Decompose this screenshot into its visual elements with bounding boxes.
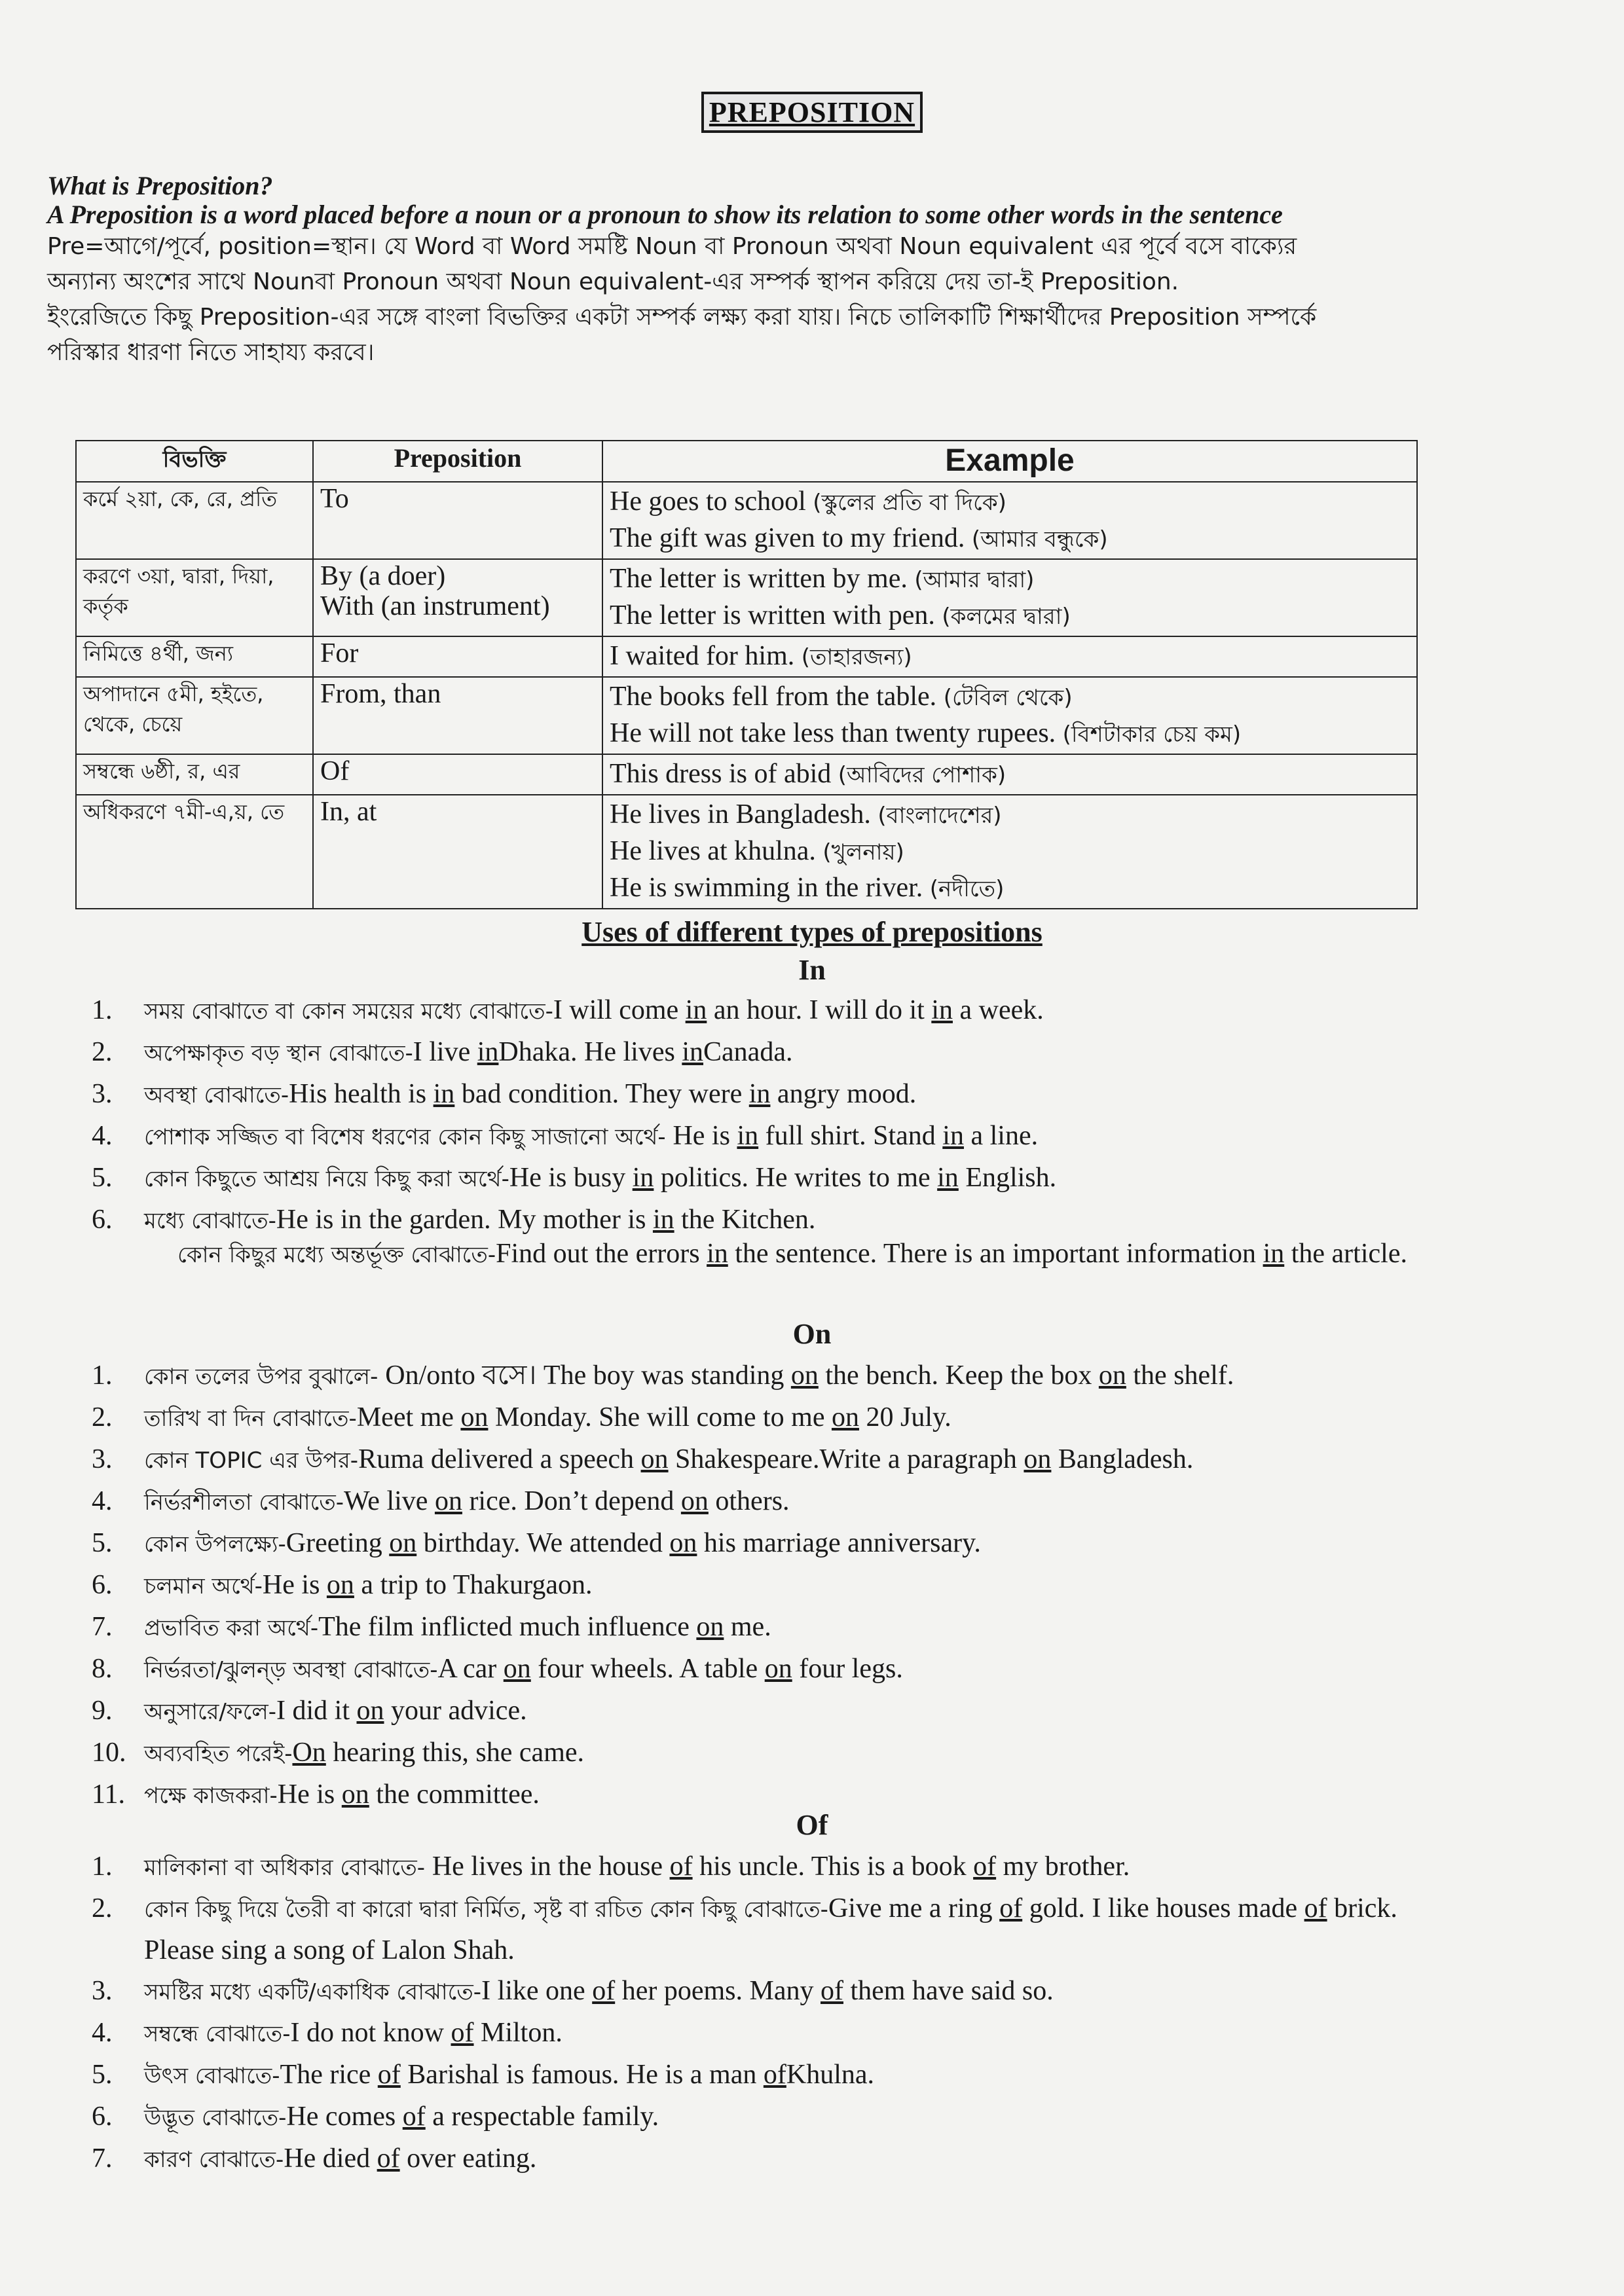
intro-definition: A Preposition is a word placed before a noun or a pronoun to show its relation to some other words in the sentence bbox=[47, 200, 1283, 229]
sentence-part: He is in the garden. My mother is bbox=[276, 1205, 653, 1235]
sentence-part: The rice bbox=[280, 2060, 378, 2090]
list-item bbox=[92, 1523, 1441, 1565]
in-extra-text bbox=[496, 1239, 1407, 1269]
underlined-preposition: in bbox=[931, 995, 953, 1025]
list-item bbox=[92, 2054, 1441, 2096]
underlined-preposition: On bbox=[292, 1738, 326, 1768]
title-wrap bbox=[0, 92, 1624, 133]
item-bn-usage: অবস্থা বোঝাতে- bbox=[144, 1082, 289, 1108]
sentence-part: my brother. bbox=[996, 1851, 1130, 1882]
sentence-part: her poems. Many bbox=[615, 1976, 821, 2006]
example-gloss: (আবিদের পোশাক) bbox=[838, 762, 1006, 788]
item-number: 1. bbox=[92, 995, 113, 1025]
sentence-part: a trip to Thakurgaon. bbox=[354, 1570, 593, 1600]
uses-heading: Uses of different types of prepositions bbox=[581, 916, 1043, 948]
in-extra-line bbox=[88, 1233, 1496, 1275]
in-list bbox=[92, 990, 1441, 1241]
item-number: 4. bbox=[92, 1121, 113, 1151]
sentence-part: He is bbox=[277, 1779, 342, 1810]
sentence-part: politics. He writes to me bbox=[654, 1163, 938, 1193]
item-bn-usage: মালিকানা বা অধিকার বোঝাতে- bbox=[144, 1855, 432, 1881]
header-bivokti: বিভক্তি bbox=[76, 441, 313, 482]
intro-block bbox=[47, 172, 1488, 371]
underlined-preposition: on bbox=[669, 1528, 697, 1558]
example-gloss: (বাংলাদেশের) bbox=[877, 803, 1002, 829]
of-list bbox=[92, 1846, 1441, 2180]
underlined-preposition: on bbox=[503, 1654, 531, 1684]
sentence-part: Give me a ring bbox=[828, 1893, 1000, 1923]
item-bn-usage: কোন কিছু দিয়ে তৈরী বা কারো দ্বারা নির্মিত, সৃষ্ট বা রচিত কোন কিছু বোঝাতে- bbox=[144, 1897, 828, 1923]
sentence-part: birthday. We attended bbox=[416, 1528, 670, 1558]
sentence-part: I like one bbox=[481, 1976, 593, 2006]
underlined-preposition: on bbox=[680, 1486, 709, 1516]
item-bn-usage: চলমান অর্থে- bbox=[144, 1573, 263, 1599]
underlined-preposition: in bbox=[707, 1239, 728, 1269]
item-bn-usage: উদ্ভূত বোঝাতে- bbox=[144, 2105, 287, 2131]
sentence-part: He died bbox=[284, 2143, 377, 2174]
item-number: 1. bbox=[92, 1851, 113, 1882]
underlined-preposition: of bbox=[999, 1893, 1023, 1923]
list-item bbox=[92, 1074, 1441, 1116]
item-bn-usage: কোন উপলক্ষ্যে- bbox=[144, 1531, 286, 1558]
item-bn-usage: সময় বোঝাতে বা কোন সময়ের মধ্যে বোঝাতে- bbox=[144, 998, 553, 1025]
table-row bbox=[76, 677, 1417, 754]
item-number: 9. bbox=[92, 1696, 113, 1726]
underlined-preposition: in bbox=[737, 1121, 759, 1151]
underlined-preposition: on bbox=[696, 1612, 724, 1642]
sentence-part: I do not know bbox=[290, 2018, 451, 2048]
underlined-preposition: of bbox=[973, 1851, 997, 1882]
sentence-part: four legs. bbox=[792, 1654, 903, 1684]
item-bn-usage: নির্ভরতা/ঝুলন্ড় অবস্থা বোঝাতে- bbox=[144, 1657, 438, 1683]
sentence-part: a respectable family. bbox=[425, 2102, 659, 2132]
list-item bbox=[92, 2013, 1441, 2054]
preposition-cell bbox=[313, 482, 602, 559]
example-cell bbox=[602, 636, 1417, 677]
underlined-preposition: in bbox=[942, 1121, 964, 1151]
sentence-part: He is bbox=[262, 1570, 327, 1600]
underlined-preposition: in bbox=[433, 1079, 455, 1109]
item-number: 1. bbox=[92, 1360, 113, 1391]
example-text: This dress is of abid bbox=[610, 759, 832, 789]
preposition-value: From, than bbox=[320, 679, 441, 709]
table-row bbox=[76, 795, 1417, 909]
sentence-part: He is busy bbox=[509, 1163, 633, 1193]
example-line bbox=[610, 797, 1410, 833]
underlined-preposition: on bbox=[460, 1402, 489, 1432]
header-preposition: Preposition bbox=[313, 441, 602, 482]
preposition-cell bbox=[313, 754, 602, 795]
example-gloss: (আমার বন্ধুকে) bbox=[971, 526, 1108, 553]
item-number: 3. bbox=[92, 1976, 113, 2006]
item-number: 7. bbox=[92, 1612, 113, 1642]
in-heading: In bbox=[798, 954, 826, 986]
underlined-preposition: of bbox=[820, 1976, 843, 2006]
sentence-part: others. bbox=[708, 1486, 790, 1516]
example-text: The letter is written by me. bbox=[610, 564, 908, 594]
item-number: 6. bbox=[92, 2102, 113, 2132]
example-text: The gift was given to my friend. bbox=[610, 523, 965, 553]
sentence-part: I live bbox=[413, 1037, 477, 1067]
sentence-part: an hour. I will do it bbox=[707, 995, 932, 1025]
underlined-preposition: on bbox=[389, 1528, 417, 1558]
sentence-part: He lives in the house bbox=[432, 1851, 670, 1882]
underlined-preposition: on bbox=[326, 1570, 354, 1600]
list-item bbox=[92, 1032, 1441, 1074]
item-number: 5. bbox=[92, 2060, 113, 2090]
item-number: 3. bbox=[92, 1444, 113, 1474]
underlined-preposition: on bbox=[434, 1486, 462, 1516]
item-bn-usage: কোন TOPIC এর উপর- bbox=[144, 1448, 359, 1474]
example-cell bbox=[602, 559, 1417, 636]
sentence-part: I will come bbox=[553, 995, 686, 1025]
sentence-part: Milton. bbox=[473, 2018, 563, 2048]
sentence-part: Bangladesh. bbox=[1051, 1444, 1194, 1474]
list-item bbox=[92, 1732, 1441, 1774]
sentence-part: a week. bbox=[952, 995, 1044, 1025]
on-heading: On bbox=[792, 1318, 832, 1350]
item-number: 8. bbox=[92, 1654, 113, 1684]
bivokti-cell: নিমিত্তে ৪র্থী, জন্য bbox=[76, 636, 313, 677]
table-row bbox=[76, 636, 1417, 677]
item-bn-usage: অনুসারে/ফলে- bbox=[144, 1699, 276, 1725]
underlined-preposition: in bbox=[1263, 1239, 1285, 1269]
example-text: He goes to school bbox=[610, 486, 806, 517]
example-line bbox=[610, 833, 1410, 870]
sentence-part: four wheels. A table bbox=[530, 1654, 765, 1684]
item-bn-usage: সম্বন্ধে বোঝাতে- bbox=[144, 2021, 291, 2047]
underlined-preposition: of bbox=[669, 1851, 693, 1882]
in-extra-bn: কোন কিছুর মধ্যে অন্তর্ভূক্ত বোঝাতে- bbox=[177, 1242, 496, 1268]
sentence-part: Monday. She will come to me bbox=[488, 1402, 832, 1432]
bivokti-cell: অপাদানে ৫মী, হইতে, থেকে, চেয়ে bbox=[76, 677, 313, 754]
sentence-part: bad condition. They were bbox=[454, 1079, 749, 1109]
sentence-part: them have said so. bbox=[843, 1976, 1054, 2006]
underlined-preposition: in bbox=[632, 1163, 654, 1193]
underlined-preposition: on bbox=[790, 1360, 819, 1391]
underlined-preposition: of bbox=[377, 2143, 400, 2174]
page-title: PREPOSITION bbox=[701, 92, 923, 133]
item-bn-usage: প্রভাবিত করা অর্থে- bbox=[144, 1615, 319, 1641]
preposition-value: In, at bbox=[320, 797, 377, 827]
item-number: 3. bbox=[92, 1079, 113, 1109]
table-body bbox=[76, 482, 1417, 909]
list-item bbox=[92, 1355, 1441, 1397]
sentence-part: Greeting bbox=[286, 1528, 390, 1558]
sentence-part: English. bbox=[958, 1163, 1057, 1193]
example-line bbox=[610, 756, 1410, 793]
header-example: Example bbox=[602, 441, 1417, 482]
item-number: 4. bbox=[92, 2018, 113, 2048]
example-line bbox=[610, 598, 1410, 634]
underlined-preposition: on bbox=[356, 1696, 384, 1726]
sentence-part: gold. I like houses made bbox=[1022, 1893, 1304, 1923]
table-header-row bbox=[76, 441, 1417, 482]
example-text: I waited for him. bbox=[610, 641, 795, 671]
preposition-cell bbox=[313, 795, 602, 909]
list-item bbox=[92, 2096, 1441, 2138]
example-line bbox=[610, 484, 1410, 520]
item-bn-usage: নির্ভরশীলতা বোঝাতে- bbox=[144, 1489, 344, 1516]
sentence-part: 20 July. bbox=[858, 1402, 951, 1432]
example-line bbox=[610, 716, 1410, 752]
sentence-part: Canada. bbox=[703, 1037, 793, 1067]
sentence-part: rice. Don’t depend bbox=[462, 1486, 681, 1516]
example-gloss: (বিশটাকার চেয় কম) bbox=[1062, 721, 1242, 748]
list-item bbox=[92, 1649, 1441, 1690]
sentence-part: his uncle. This is a book bbox=[692, 1851, 974, 1882]
preposition-value: By (a doer) bbox=[320, 561, 446, 591]
sentence-part: A car bbox=[437, 1654, 504, 1684]
preposition-cell bbox=[313, 636, 602, 677]
example-line bbox=[610, 561, 1410, 598]
list-item bbox=[92, 1607, 1441, 1649]
sentence-part: a line. bbox=[963, 1121, 1039, 1151]
item-bn-usage: উৎস বোঝাতে- bbox=[144, 2063, 280, 2089]
example-cell bbox=[602, 482, 1417, 559]
sentence-part: His health is bbox=[289, 1079, 434, 1109]
list-item bbox=[92, 1690, 1441, 1732]
list-item bbox=[92, 1116, 1441, 1157]
sentence-part: We live bbox=[344, 1486, 435, 1516]
sentence-part: the shelf. bbox=[1126, 1360, 1234, 1391]
example-gloss: (কলমের দ্বারা) bbox=[942, 604, 1071, 630]
preposition-cell bbox=[313, 559, 602, 636]
item-bn-usage: কোন কিছুতে আশ্রয় নিয়ে কিছু করা অর্থে- bbox=[144, 1166, 509, 1192]
intro-bn-line-1: Pre=আগে/পূর্বে, position=স্থান। যে Word বা Word সমষ্টি Noun বা Pronoun অথবা Noun equivalent এর পূর্বে বসে বাক্যের bbox=[47, 233, 1297, 260]
list-item bbox=[92, 1971, 1441, 2013]
item-number: 5. bbox=[92, 1163, 113, 1193]
underlined-preposition: on bbox=[764, 1654, 792, 1684]
intro-bn-line-4: পরিস্কার ধারণা নিতে সাহায্য করবে। bbox=[47, 339, 375, 366]
preposition-cell bbox=[313, 677, 602, 754]
item-number: 2. bbox=[92, 1402, 113, 1432]
underlined-preposition: on bbox=[640, 1444, 669, 1474]
preposition-value: To bbox=[320, 484, 349, 514]
on-list bbox=[92, 1355, 1441, 1816]
item-number: 2. bbox=[92, 1893, 113, 1923]
sentence-part: your advice. bbox=[384, 1696, 527, 1726]
example-text: He lives in Bangladesh. bbox=[610, 799, 871, 829]
underlined-preposition: in bbox=[937, 1163, 959, 1193]
underlined-preposition: in bbox=[477, 1037, 499, 1067]
underlined-preposition: on bbox=[341, 1779, 369, 1810]
list-item bbox=[92, 1888, 1441, 1971]
item-number: 7. bbox=[92, 2143, 113, 2174]
sentence-part: me. bbox=[724, 1612, 771, 1642]
of-heading: Of bbox=[796, 1809, 828, 1841]
example-text: He will not take less than twenty rupees. bbox=[610, 718, 1056, 748]
table-row bbox=[76, 559, 1417, 636]
underlined-preposition: of bbox=[451, 2018, 474, 2048]
sentence-part: angry mood. bbox=[770, 1079, 917, 1109]
example-gloss: (আমার দ্বারা) bbox=[914, 567, 1035, 593]
intro-question: What is Preposition? bbox=[47, 171, 273, 200]
sentence-part: Barishal is famous. He is a man bbox=[400, 2060, 764, 2090]
item-number: 6. bbox=[92, 1570, 113, 1600]
sentence-part: the article. bbox=[1284, 1239, 1407, 1269]
sentence-part: the Kitchen. bbox=[674, 1205, 816, 1235]
example-cell bbox=[602, 754, 1417, 795]
underlined-preposition: in bbox=[652, 1205, 674, 1235]
sentence-part: He comes bbox=[286, 2102, 403, 2132]
example-gloss: (টেবিল থেকে) bbox=[943, 685, 1073, 711]
underlined-preposition: of bbox=[592, 1976, 616, 2006]
example-cell bbox=[602, 677, 1417, 754]
item-bn-usage: সমষ্টির মধ্যে একটি/একাধিক বোঝাতে- bbox=[144, 1979, 482, 2005]
underlined-preposition: on bbox=[831, 1402, 859, 1432]
underlined-preposition: on bbox=[1098, 1360, 1126, 1391]
sentence-part: Find out the errors bbox=[496, 1239, 707, 1269]
underlined-preposition: of bbox=[402, 2102, 426, 2132]
intro-bn-line-2: অন্যান্য অংশের সাথে Nounবা Pronoun অথবা Noun equivalent-এর সম্পর্ক স্থাপন করিয়ে দেয় তা-ই Preposition. bbox=[47, 268, 1179, 295]
example-gloss: (খুলনায়) bbox=[822, 839, 904, 866]
item-bn-usage: কারণ বোঝাতে- bbox=[144, 2147, 284, 2173]
example-gloss: (তাহারজন্য) bbox=[801, 644, 912, 670]
item-number: 6. bbox=[92, 1205, 113, 1235]
item-number: 10. bbox=[92, 1738, 126, 1768]
example-text: He is swimming in the river. bbox=[610, 873, 923, 903]
sentence-part: his marriage anniversary. bbox=[697, 1528, 981, 1558]
preposition-value-2: With (an instrument) bbox=[320, 591, 550, 621]
sentence-part: Meet me bbox=[356, 1402, 461, 1432]
item-number: 11. bbox=[92, 1779, 125, 1810]
example-text: He lives at khulna. bbox=[610, 836, 816, 866]
example-line bbox=[610, 638, 1410, 675]
list-item bbox=[92, 1565, 1441, 1607]
preposition-value: For bbox=[320, 638, 359, 668]
sentence-part: Khulna. bbox=[786, 2060, 875, 2090]
sentence-part: Dhaka. He lives bbox=[498, 1037, 682, 1067]
preposition-value: Of bbox=[320, 756, 350, 786]
example-text: The books fell from the table. bbox=[610, 682, 937, 712]
sentence-part: On/onto বসে। The boy was standing bbox=[385, 1360, 791, 1391]
example-gloss: (স্কুলের প্রতি বা দিকে) bbox=[813, 490, 1006, 516]
sentence-part: the bench. Keep the box bbox=[818, 1360, 1099, 1391]
underlined-preposition: in bbox=[682, 1037, 704, 1067]
sentence-part: The film inflicted much influence bbox=[318, 1612, 697, 1642]
item-bn-usage: মধ্যে বোঝাতে- bbox=[144, 1208, 276, 1234]
item-bn-usage: অপেক্ষাকৃত বড় স্থান বোঝাতে- bbox=[144, 1040, 413, 1066]
list-item bbox=[92, 1397, 1441, 1439]
list-item bbox=[92, 1481, 1441, 1523]
underlined-preposition: on bbox=[1024, 1444, 1052, 1474]
example-gloss: (নদীতে) bbox=[929, 876, 1005, 902]
sentence-part: the committee. bbox=[369, 1779, 540, 1810]
table-row bbox=[76, 754, 1417, 795]
intro-bn-line-3: ইংরেজিতে কিছু Preposition-এর সঙ্গে বাংলা বিভক্তির একটা সম্পর্ক লক্ষ্য করা যায়। নিচে তালিকাটি শিক্ষার্থীদের Preposition সম্পর্কে bbox=[47, 304, 1317, 331]
item-number: 4. bbox=[92, 1486, 113, 1516]
bivokti-cell: অধিকরণে ৭মী-এ,য়, তে bbox=[76, 795, 313, 909]
sentence-part: I did it bbox=[276, 1696, 357, 1726]
list-item bbox=[92, 2138, 1441, 2180]
list-item bbox=[92, 1846, 1441, 1888]
underlined-preposition: of bbox=[377, 2060, 401, 2090]
sentence-part: brick. Please sing a song of Lalon Shah. bbox=[144, 1893, 1397, 1965]
example-text: The letter is written with pen. bbox=[610, 600, 935, 630]
item-number: 2. bbox=[92, 1037, 113, 1067]
item-number: 5. bbox=[92, 1528, 113, 1558]
preposition-table bbox=[75, 440, 1418, 909]
sentence-part: full shirt. Stand bbox=[758, 1121, 943, 1151]
list-item bbox=[92, 1439, 1441, 1481]
underlined-preposition: in bbox=[685, 995, 707, 1025]
list-item bbox=[92, 1157, 1441, 1199]
sentence-part: He is bbox=[673, 1121, 737, 1151]
list-item bbox=[92, 990, 1441, 1032]
item-bn-usage: পক্ষে কাজকরা- bbox=[144, 1783, 278, 1809]
sentence-part: over eating. bbox=[399, 2143, 537, 2174]
example-cell bbox=[602, 795, 1417, 909]
table-row bbox=[76, 482, 1417, 559]
item-bn-usage: পোশাক সজ্জিত বা বিশেষ ধরণের কোন কিছু সাজানো অর্থে- bbox=[144, 1124, 673, 1150]
sentence-part: hearing this, she came. bbox=[325, 1738, 585, 1768]
sentence-part: the sentence. There is an important information bbox=[728, 1239, 1263, 1269]
sentence-part: Shakespeare.Write a paragraph bbox=[668, 1444, 1024, 1474]
item-bn-usage: কোন তলের উপর বুঝালে- bbox=[144, 1364, 386, 1390]
bivokti-cell: সম্বন্ধে ৬ষ্ঠী, র, এর bbox=[76, 754, 313, 795]
example-line bbox=[610, 870, 1410, 907]
bivokti-cell: করণে ৩য়া, দ্বারা, দিয়া, কর্তৃক bbox=[76, 559, 313, 636]
underlined-preposition: of bbox=[763, 2060, 786, 2090]
item-bn-usage: অব্যবহিত পরেই- bbox=[144, 1741, 293, 1767]
underlined-preposition: in bbox=[748, 1079, 771, 1109]
underlined-preposition: of bbox=[1304, 1893, 1327, 1923]
bivokti-cell: কর্মে ২য়া, কে, রে, প্রতি bbox=[76, 482, 313, 559]
example-line bbox=[610, 679, 1410, 716]
sentence-part: Ruma delivered a speech bbox=[358, 1444, 641, 1474]
example-line bbox=[610, 520, 1410, 557]
item-bn-usage: তারিখ বা দিন বোঝাতে- bbox=[144, 1406, 357, 1432]
